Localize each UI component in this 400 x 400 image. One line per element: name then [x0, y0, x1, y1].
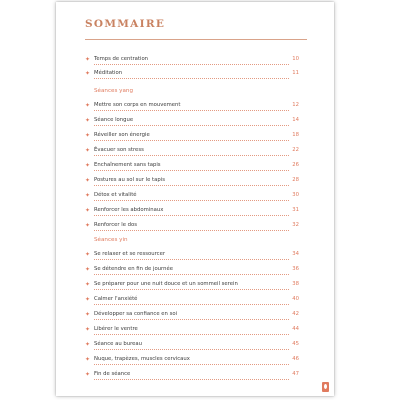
toc-item-page: 38 [292, 281, 299, 287]
toc-item-page: 14 [292, 117, 299, 123]
bullet-icon: ✦ [85, 251, 91, 258]
toc-item-yang-6[interactable] [85, 176, 299, 187]
toc-item-yang-8[interactable] [85, 206, 299, 217]
bullet-icon: ✦ [85, 356, 91, 363]
toc-item-label: Temps de centration [94, 56, 149, 62]
toc-item-label: Fin de séance [94, 371, 131, 377]
toc-item-page: 30 [292, 192, 299, 198]
toc-item-yang-5[interactable] [85, 161, 299, 172]
toc-item-yin-4[interactable] [85, 295, 299, 306]
toc-item-page: 12 [292, 102, 299, 108]
toc-item-yin-1[interactable] [85, 250, 299, 261]
dot-leader [94, 185, 289, 186]
bullet-icon: ✦ [85, 70, 91, 77]
toc-item-label: Séance longue [94, 117, 134, 123]
dot-leader [94, 125, 289, 126]
toc-item-label: Nuque, trapèzes, muscles cervicaux [94, 356, 190, 362]
toc-item-page: 36 [292, 266, 299, 272]
dot-leader [94, 379, 289, 380]
bullet-icon: ✦ [85, 341, 91, 348]
toc-item-label: Libérer le ventre [94, 326, 138, 332]
toc-item-yang-3[interactable] [85, 131, 299, 142]
toc-item-label: Séance au bureau [94, 341, 143, 347]
dot-leader [94, 140, 289, 141]
dot-leader [94, 259, 289, 260]
toc-item-page: 28 [292, 177, 299, 183]
toc-item-page: 11 [292, 70, 299, 76]
toc-item-label: Calmer l'anxiété [94, 296, 138, 302]
bullet-icon: ✦ [85, 311, 91, 318]
dot-leader [94, 230, 289, 231]
toc-item-yin-9[interactable] [85, 370, 299, 381]
dot-leader [94, 319, 289, 320]
toc-item-yin-3[interactable] [85, 280, 299, 291]
bullet-icon: ✦ [85, 266, 91, 273]
toc-item-page: 44 [292, 326, 299, 332]
toc-item-yin-8[interactable] [85, 355, 299, 366]
toc-item-yin-6[interactable] [85, 325, 299, 336]
book-page [56, 2, 334, 396]
bullet-icon: ✦ [85, 117, 91, 124]
toc-item-label: Renforcer le dos [94, 222, 138, 228]
bullet-icon: ✦ [85, 56, 91, 63]
dot-leader [94, 349, 289, 350]
toc-item-label: Se détendre en fin de journée [94, 266, 173, 272]
toc-item-page: 46 [292, 356, 299, 362]
toc-item-label: Mettre son corps en mouvement [94, 102, 181, 108]
toc-item-page: 18 [292, 132, 299, 138]
toc-item-page: 26 [292, 162, 299, 168]
toc-item-label: Postures au sol sur le tapis [94, 177, 165, 183]
toc-item-page: 32 [292, 222, 299, 228]
title-divider [85, 39, 307, 40]
section-heading-yang: Séances yang [94, 88, 134, 94]
dot-leader [94, 289, 289, 290]
toc-item-page: 40 [292, 296, 299, 302]
leaf-icon [322, 382, 329, 392]
page-title: SOMMAIRE [85, 18, 166, 30]
toc-item-yang-7[interactable] [85, 191, 299, 202]
toc-item-page: 10 [292, 56, 299, 62]
toc-item-intro-2[interactable] [85, 69, 299, 80]
bullet-icon: ✦ [85, 281, 91, 288]
toc-item-label: Développer sa confiance en soi [94, 311, 178, 317]
toc-item-label: Renforcer les abdominaux [94, 207, 164, 213]
dot-leader [94, 334, 289, 335]
dot-leader [94, 215, 289, 216]
dot-leader [94, 304, 289, 305]
toc-item-yin-5[interactable] [85, 310, 299, 321]
bullet-icon: ✦ [85, 147, 91, 154]
toc-item-intro-1[interactable] [85, 55, 299, 66]
toc-item-page: 22 [292, 147, 299, 153]
dot-leader [94, 274, 289, 275]
toc-item-page: 45 [292, 341, 299, 347]
toc-item-yin-2[interactable] [85, 265, 299, 276]
section-heading-yin: Séances yin [94, 237, 128, 243]
dot-leader [94, 170, 289, 171]
bullet-icon: ✦ [85, 326, 91, 333]
toc-item-page: 42 [292, 311, 299, 317]
dot-leader [94, 200, 289, 201]
toc-item-yang-2[interactable] [85, 116, 299, 127]
bullet-icon: ✦ [85, 177, 91, 184]
bullet-icon: ✦ [85, 371, 91, 378]
toc-item-page: 34 [292, 251, 299, 257]
dot-leader [94, 110, 289, 111]
toc-item-yang-9[interactable] [85, 221, 299, 232]
bullet-icon: ✦ [85, 222, 91, 229]
toc-item-label: Enchaînement sans tapis [94, 162, 161, 168]
toc-item-page: 47 [292, 371, 299, 377]
dot-leader [94, 64, 289, 65]
toc-item-page: 31 [292, 207, 299, 213]
bullet-icon: ✦ [85, 102, 91, 109]
toc-item-label: Méditation [94, 70, 123, 76]
toc-item-label: Se relaxer et se ressourcer [94, 251, 166, 257]
dot-leader [94, 155, 289, 156]
toc-item-label: Évacuer son stress [94, 147, 144, 153]
dot-leader [94, 78, 289, 79]
toc-item-yin-7[interactable] [85, 340, 299, 351]
toc-item-label: Détox et vitalité [94, 192, 137, 198]
bullet-icon: ✦ [85, 296, 91, 303]
bullet-icon: ✦ [85, 207, 91, 214]
toc-item-yang-4[interactable] [85, 146, 299, 157]
bullet-icon: ✦ [85, 162, 91, 169]
toc-item-label: Se préparer pour une nuit douce et un sommeil serein [94, 281, 238, 287]
bullet-icon: ✦ [85, 192, 91, 199]
bullet-icon: ✦ [85, 132, 91, 139]
toc-item-label: Réveiller son énergie [94, 132, 150, 138]
dot-leader [94, 364, 289, 365]
toc-item-yang-1[interactable] [85, 101, 299, 112]
